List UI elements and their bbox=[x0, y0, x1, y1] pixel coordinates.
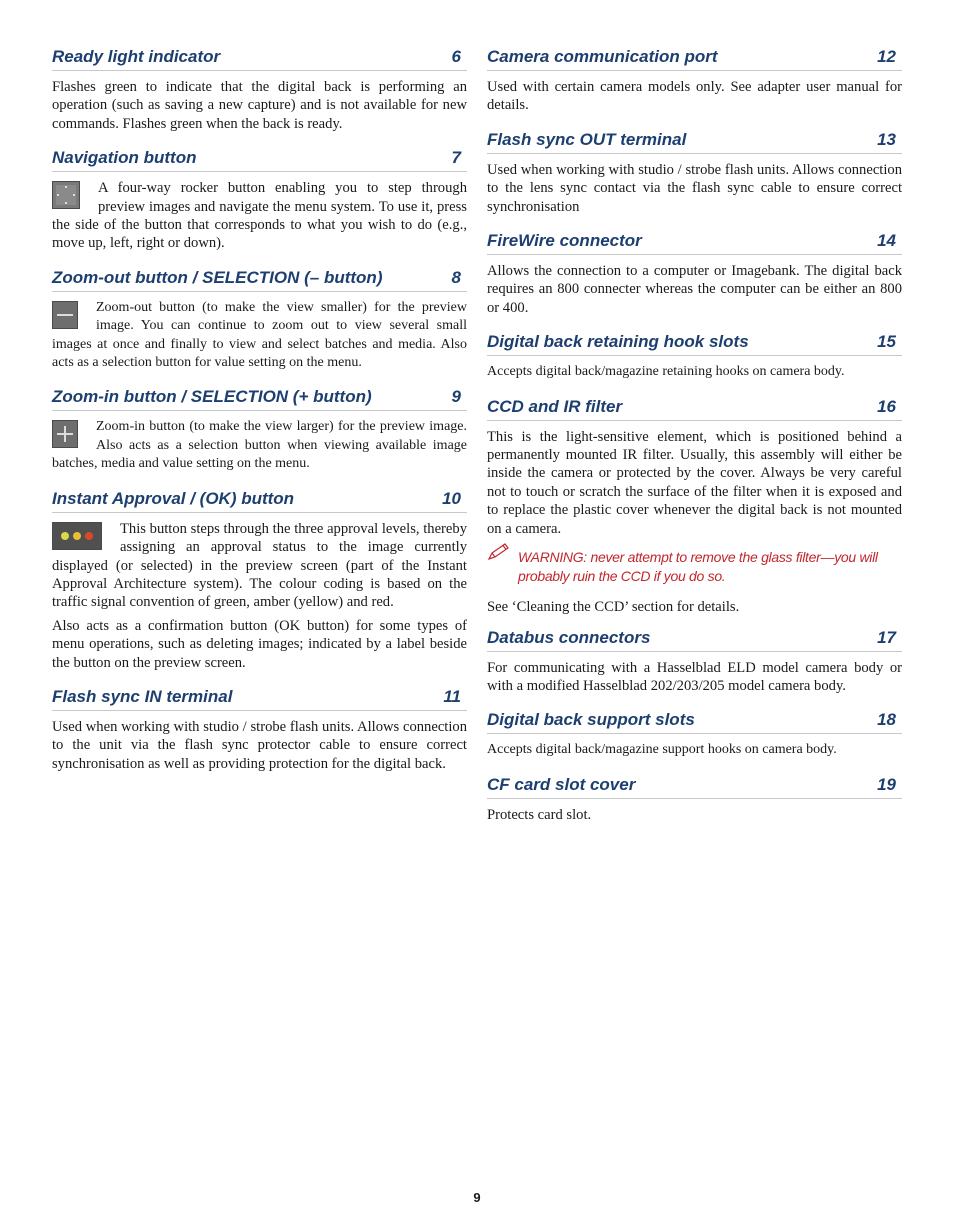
body-text: Used with certain camera models only. See adapter user manual for details. bbox=[487, 79, 902, 114]
section-heading bbox=[52, 686, 467, 711]
section-ready-light bbox=[52, 46, 467, 133]
section-navigation-button bbox=[52, 147, 467, 253]
left-column bbox=[52, 46, 467, 773]
heading-number: 17 bbox=[877, 627, 896, 647]
heading-number: 7 bbox=[451, 148, 461, 168]
heading-title: Navigation button bbox=[52, 148, 197, 168]
heading-number: 15 bbox=[877, 332, 896, 352]
heading-number: 8 bbox=[451, 267, 461, 287]
body-text: This button steps through the three approval levels, thereby assigning an approval status to the image currently displayed (or selected) in the preview screen (part of the Instant Approval Architecture system). The colour coding is based on the traffic signal convention of green, amber (yellow) and red. bbox=[52, 520, 467, 611]
body-text: Allows the connection to a computer or Imagebank. The digital back requires an 800 connecter whereas the computer can be either an 800 or 400. bbox=[487, 263, 902, 316]
section-heading bbox=[487, 129, 902, 154]
heading-title: Zoom-in button / SELECTION (+ button) bbox=[52, 387, 372, 407]
body-text: This is the light-sensitive element, which is positioned behind a permanently mounted IR filter. Usually, this assembly will either be inside the camera or protected by the cover. Always be very careful not to touch or scratch the surface of the filter when it is exposed and to replace the plastic cover whenever the digital back is not mounted on a camera. bbox=[487, 428, 902, 537]
section-heading bbox=[52, 386, 467, 411]
section-heading bbox=[52, 267, 467, 292]
section-heading bbox=[52, 488, 467, 513]
section-databus-connectors bbox=[487, 627, 902, 696]
heading-number: 12 bbox=[877, 47, 896, 66]
section-camera-port bbox=[487, 46, 902, 115]
body-text: Zoom-in button (to make the view larger) for the preview image. Also acts as a selection button when viewing available image batches, media and value setting on the menu. bbox=[52, 419, 467, 472]
section-cf-card-slot-cover bbox=[487, 774, 902, 824]
heading-title: Digital back retaining hook slots bbox=[487, 332, 749, 352]
heading-title: Ready light indicator bbox=[52, 47, 221, 66]
page-number: 9 bbox=[473, 1190, 481, 1205]
body-text: A four-way rocker button enabling you to step through preview images and navigate the menu system. To use it, press the side of the button that corresponds to what you wish to do (e.g., move up, left, right or down). bbox=[52, 180, 467, 252]
section-heading bbox=[487, 230, 902, 255]
plus-icon bbox=[52, 420, 78, 448]
warning-text: WARNING: never attempt to remove the glass filter—you will probably ruin the CCD if you do so. bbox=[518, 549, 878, 585]
body-text: See ‘Cleaning the CCD’ section for details. bbox=[487, 599, 740, 616]
heading-title: Flash sync OUT terminal bbox=[487, 129, 687, 149]
body-text: For communicating with a Hasselblad ELD model camera body or with a modified Hasselblad 202/203/205 model camera body. bbox=[487, 659, 902, 694]
heading-number: 16 bbox=[877, 396, 896, 416]
heading-number: 14 bbox=[877, 231, 896, 251]
section-heading bbox=[487, 709, 902, 734]
heading-number: 18 bbox=[877, 710, 896, 730]
heading-number: 10 bbox=[442, 488, 461, 508]
section-support-slots bbox=[487, 709, 902, 759]
section-heading bbox=[487, 774, 902, 799]
section-firewire bbox=[487, 230, 902, 317]
section-heading bbox=[487, 331, 902, 356]
minus-icon bbox=[52, 301, 78, 329]
pencil-icon bbox=[487, 542, 511, 567]
body-text: Used when working with studio / strobe flash units. Allows connection to the unit via the flash sync protector cable to ensure correct synchronisation as well as providing protection for the digital back. bbox=[52, 718, 467, 772]
body-text: Flashes green to indicate that the digital back is performing an operation (such as saving a new capture) and is not available for new commands. Flashes green when the back is ready. bbox=[52, 79, 467, 132]
section-heading bbox=[487, 396, 902, 421]
navigation-rocker-icon bbox=[52, 181, 80, 209]
body-text: Used when working with studio / strobe flash units. Allows connection to the lens sync contact via the flash sync cable to ensure correct synchronisation bbox=[487, 161, 902, 215]
section-zoom-in-button bbox=[52, 386, 467, 473]
heading-number: 6 bbox=[451, 47, 461, 66]
heading-title: CF card slot cover bbox=[487, 774, 636, 794]
heading-title: Databus connectors bbox=[487, 627, 651, 647]
heading-title: Camera communication port bbox=[487, 47, 718, 66]
body-text: Accepts digital back/magazine retaining hooks on camera body. bbox=[487, 364, 845, 380]
section-flash-sync-in bbox=[52, 686, 467, 773]
body-text: Accepts digital back/magazine support hooks on camera body. bbox=[487, 742, 837, 758]
heading-title: Zoom-out button / SELECTION (– button) bbox=[52, 267, 383, 287]
section-heading bbox=[52, 46, 467, 71]
heading-number: 9 bbox=[451, 387, 461, 407]
heading-title: Instant Approval / (OK) button bbox=[52, 488, 295, 508]
section-ccd-ir-filter bbox=[487, 396, 902, 617]
heading-title: CCD and IR filter bbox=[487, 396, 623, 416]
warning-note bbox=[487, 548, 902, 586]
section-heading bbox=[487, 46, 902, 71]
heading-title: FireWire connector bbox=[487, 231, 642, 251]
section-instant-approval-button bbox=[52, 488, 467, 672]
traffic-light-icon bbox=[52, 522, 102, 550]
section-heading bbox=[487, 627, 902, 652]
heading-title: Flash sync IN terminal bbox=[52, 686, 233, 706]
body-text: Protects card slot. bbox=[487, 806, 592, 823]
heading-number: 13 bbox=[877, 129, 896, 149]
section-retaining-hook-slots bbox=[487, 331, 902, 381]
body-text: Zoom-out button (to make the view smaller) for the preview image. You can continue to zoom out to view several small images at once and finally to view and select batches and media. Also acts as a selection button for value setting on the menu. bbox=[52, 299, 467, 371]
body-text: Also acts as a confirmation button (OK button) for some types of menu operations, such as deleting images; indicated by a label beside the button on the preview screen. bbox=[52, 617, 467, 671]
section-zoom-out-button bbox=[52, 267, 467, 373]
heading-number: 11 bbox=[443, 686, 461, 706]
right-column bbox=[487, 46, 902, 824]
heading-number: 19 bbox=[877, 774, 896, 794]
section-flash-sync-out bbox=[487, 129, 902, 216]
section-heading bbox=[52, 147, 467, 172]
heading-title: Digital back support slots bbox=[487, 710, 695, 730]
